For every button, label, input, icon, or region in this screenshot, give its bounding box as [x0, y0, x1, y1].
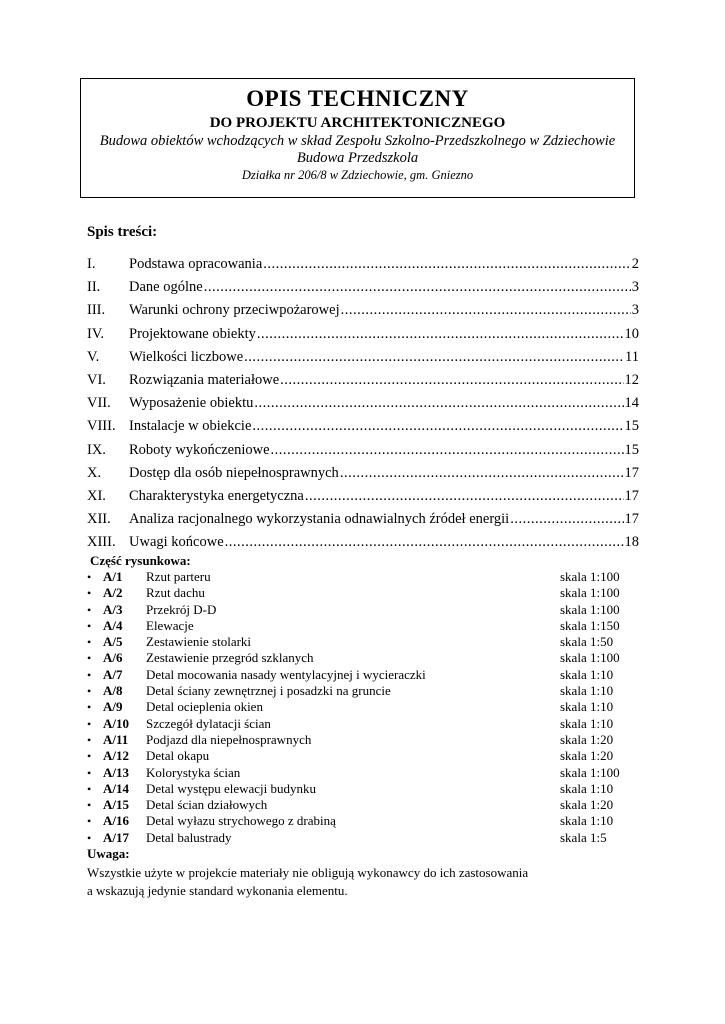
- drawing-code: A/3: [103, 601, 123, 617]
- toc-item-label: Podstawa opracowania: [129, 256, 263, 272]
- drawing-scale: skala 1:10: [560, 699, 614, 715]
- drawing-code: A/1: [103, 569, 123, 584]
- toc-item-page: 18: [624, 534, 639, 551]
- drawing-title: Detal ścian działowych: [146, 797, 268, 813]
- drawing-scale: skala 1:5: [560, 829, 607, 845]
- toc-item-label: Dostęp dla osób niepełnosprawnych: [129, 464, 339, 481]
- drawing-code: A/14: [103, 780, 129, 796]
- drawing-code: A/16: [103, 813, 129, 829]
- toc-item-page: 15: [624, 441, 639, 458]
- toc-item-page: 3: [631, 302, 639, 319]
- project-location: Działka nr 206/8 w Zdziechowie, gm. Gniezno: [241, 168, 474, 182]
- toc-item-page: 3: [631, 279, 639, 296]
- drawing-title: Detal okapu: [146, 748, 210, 764]
- drawing-code: A/15: [103, 797, 129, 813]
- toc-item[interactable]: [87, 299, 639, 322]
- drawing-item: [87, 765, 647, 781]
- toc-item-label: Instalacje w obiekcie: [129, 418, 252, 435]
- drawing-code: A/5: [103, 634, 123, 650]
- drawing-item: [87, 732, 647, 748]
- toc-leader-dots: [340, 462, 624, 485]
- toc-leader-dots: [510, 508, 623, 531]
- toc-item-page: 17: [624, 511, 639, 528]
- drawing-item: [87, 716, 647, 732]
- bullet-icon: •: [87, 570, 92, 584]
- document-subtitle: DO PROJEKTU ARCHITEKTONICZNEGO: [209, 115, 506, 131]
- toc-item[interactable]: [87, 531, 639, 554]
- drawing-title: Kolorystyka ścian: [146, 764, 241, 780]
- toc-item-page: 14: [624, 395, 639, 412]
- toc-item-label: Projektowane obiekty: [129, 325, 256, 342]
- toc-item-page: 17: [624, 464, 639, 481]
- toc-item[interactable]: [87, 485, 639, 508]
- drawing-scale: skala 1:20: [560, 731, 614, 747]
- toc-item-page: 11: [625, 348, 639, 365]
- drawing-title: Zestawienie stolarki: [146, 634, 252, 650]
- toc-leader-dots: [280, 369, 623, 392]
- toc-item-page: 15: [624, 418, 639, 435]
- toc-item-number: XI.: [87, 487, 106, 504]
- drawing-scale: skala 1:50: [560, 634, 614, 650]
- toc-item[interactable]: [87, 415, 639, 438]
- toc-item-number: I.: [87, 256, 96, 272]
- toc-item-label: Rozwiązania materiałowe: [129, 371, 280, 388]
- drawing-code: A/8: [103, 683, 123, 699]
- toc-item[interactable]: [87, 323, 639, 346]
- drawing-scale: skala 1:100: [560, 601, 620, 617]
- project-description-line1: Budowa obiektów wchodzących w skład Zespołu Szkolno-Przedszkolnego w Zdziechowie: [99, 133, 616, 149]
- drawing-title: Rzut dachu: [146, 585, 205, 601]
- note-line: a wskazują jedynie standard wykonania elementu.: [87, 883, 348, 899]
- toc-item-number: XII.: [87, 511, 111, 528]
- drawing-title: Detal ocieplenia okien: [146, 699, 263, 715]
- drawing-title: Szczegół dylatacji ścian: [146, 715, 271, 731]
- toc-leader-dots: [263, 253, 630, 276]
- drawing-item: [87, 748, 647, 764]
- drawing-code: A/12: [103, 748, 129, 764]
- drawing-scale: skala 1:100: [560, 569, 620, 584]
- drawing-item: [87, 569, 647, 585]
- drawing-code: A/10: [103, 715, 129, 731]
- toc-leader-dots: [244, 346, 624, 369]
- drawing-item: [87, 667, 647, 683]
- drawing-title: Detal wyłazu strychowego z drabiną: [146, 813, 336, 829]
- toc-item-label: Wielkości liczbowe: [129, 348, 244, 365]
- drawing-item: [87, 781, 647, 797]
- toc-leader-dots: [254, 392, 623, 415]
- drawing-code: A/7: [103, 666, 123, 682]
- drawing-title: Rzut parteru: [146, 569, 211, 584]
- bullet-icon: •: [87, 732, 92, 747]
- toc-item-number: IX.: [87, 441, 106, 458]
- toc-leader-dots: [341, 299, 631, 322]
- bullet-icon: •: [87, 798, 92, 813]
- toc-leader-dots: [271, 439, 624, 462]
- toc-item-number: III.: [87, 302, 106, 319]
- drawing-item: [87, 602, 647, 618]
- toc-item-number: X.: [87, 464, 102, 481]
- toc-item-number: II.: [87, 279, 101, 296]
- toc-item-page: 12: [624, 371, 639, 388]
- toc-item-label: Dane ogólne: [129, 279, 203, 296]
- drawing-code: A/9: [103, 699, 123, 715]
- bullet-icon: •: [87, 781, 92, 796]
- drawing-item: [87, 830, 647, 846]
- bullet-icon: •: [87, 684, 92, 699]
- toc-leader-dots: [225, 531, 624, 554]
- toc-item-number: IV.: [87, 325, 105, 342]
- drawing-scale: skala 1:20: [560, 748, 614, 764]
- drawing-title: Podjazd dla niepełnosprawnych: [146, 731, 312, 747]
- bullet-icon: •: [87, 618, 92, 633]
- drawing-item: [87, 797, 647, 813]
- note-line: Wszystkie użyte w projekcie materiały nie obligują wykonawcy do ich zastosowania: [87, 865, 529, 881]
- toc-item[interactable]: [87, 369, 639, 392]
- drawing-code: A/11: [103, 731, 129, 747]
- bullet-icon: •: [87, 749, 92, 764]
- drawing-scale: skala 1:100: [560, 585, 620, 601]
- table-of-contents: [87, 253, 639, 554]
- toc-item-label: Analiza racjonalnego wykorzystania odnawialnych źródeł energii: [129, 511, 510, 528]
- toc-item-label: Charakterystyka energetyczna: [129, 487, 304, 504]
- drawing-item: [87, 699, 647, 715]
- drawings-section: [87, 553, 647, 900]
- toc-item-label: Uwagi końcowe: [129, 534, 224, 551]
- toc-item[interactable]: [87, 508, 639, 531]
- toc-item-number: VIII.: [87, 418, 116, 435]
- bullet-icon: •: [87, 716, 92, 731]
- toc-leader-dots: [204, 276, 631, 299]
- drawing-item: [87, 585, 647, 601]
- drawing-scale: skala 1:10: [560, 683, 614, 699]
- drawing-scale: skala 1:100: [560, 650, 620, 666]
- note-text: [87, 864, 647, 900]
- drawing-title: Elewacje: [146, 617, 194, 633]
- toc-item[interactable]: [87, 276, 639, 299]
- drawing-code: A/2: [103, 585, 123, 601]
- drawing-title: Detal balustrady: [146, 829, 232, 845]
- drawing-title: Detal ściany zewnętrznej i posadzki na gruncie: [146, 683, 391, 699]
- drawing-scale: skala 1:150: [560, 617, 620, 633]
- toc-item-page: 17: [624, 487, 639, 504]
- bullet-icon: •: [87, 667, 92, 682]
- drawing-code: A/4: [103, 617, 123, 633]
- toc-item-page: 2: [631, 256, 639, 272]
- drawing-item: [87, 618, 647, 634]
- bullet-icon: •: [87, 830, 92, 845]
- drawing-scale: skala 1:10: [560, 715, 614, 731]
- toc-item-number: XIII.: [87, 534, 116, 551]
- drawing-scale: skala 1:20: [560, 797, 614, 813]
- document-title: OPIS TECHNICZNY: [246, 86, 469, 111]
- drawing-title: Przekrój D-D: [146, 601, 217, 617]
- drawings-list: [87, 569, 647, 846]
- note-heading: Uwaga:: [87, 846, 130, 862]
- bullet-icon: •: [87, 635, 92, 650]
- toc-item-label: Roboty wykończeniowe: [129, 441, 270, 458]
- title-box: [80, 78, 635, 198]
- drawing-item: [87, 650, 647, 666]
- drawing-title: Detal mocowania nasady wentylacyjnej i wycieraczki: [146, 666, 426, 682]
- toc-item[interactable]: [87, 346, 639, 369]
- toc-leader-dots: [252, 415, 623, 438]
- drawing-scale: skala 1:10: [560, 666, 614, 682]
- project-description-line2: Budowa Przedszkola: [296, 150, 419, 166]
- drawing-item: [87, 683, 647, 699]
- toc-item-page: 10: [624, 325, 639, 342]
- toc-item-number: VI.: [87, 371, 106, 388]
- drawing-item: [87, 634, 647, 650]
- drawing-scale: skala 1:100: [560, 764, 620, 780]
- toc-item[interactable]: [87, 462, 639, 485]
- drawing-code: A/6: [103, 650, 123, 666]
- toc-item[interactable]: [87, 392, 639, 415]
- toc-item-number: V.: [87, 348, 100, 365]
- drawings-heading: Część rysunkowa:: [90, 553, 191, 568]
- drawing-code: A/17: [103, 829, 129, 845]
- bullet-icon: •: [87, 651, 92, 666]
- bullet-icon: •: [87, 700, 92, 715]
- bullet-icon: •: [87, 814, 92, 829]
- drawing-scale: skala 1:10: [560, 813, 614, 829]
- toc-item-label: Warunki ochrony przeciwpożarowej: [129, 302, 340, 319]
- bullet-icon: •: [87, 602, 92, 617]
- drawing-title: Detal występu elewacji budynku: [146, 780, 317, 796]
- toc-heading: Spis treści:: [87, 224, 158, 240]
- toc-leader-dots: [257, 323, 624, 346]
- bullet-icon: •: [87, 586, 92, 601]
- toc-item-label: Wyposażenie obiektu: [129, 395, 254, 412]
- toc-leader-dots: [305, 485, 624, 508]
- drawing-code: A/13: [103, 764, 129, 780]
- toc-item[interactable]: [87, 253, 639, 276]
- toc-item[interactable]: [87, 439, 639, 462]
- drawing-item: [87, 813, 647, 829]
- toc-item-number: VII.: [87, 395, 111, 412]
- bullet-icon: •: [87, 765, 92, 780]
- drawing-scale: skala 1:10: [560, 780, 614, 796]
- drawing-title: Zestawienie przegród szklanych: [146, 650, 314, 666]
